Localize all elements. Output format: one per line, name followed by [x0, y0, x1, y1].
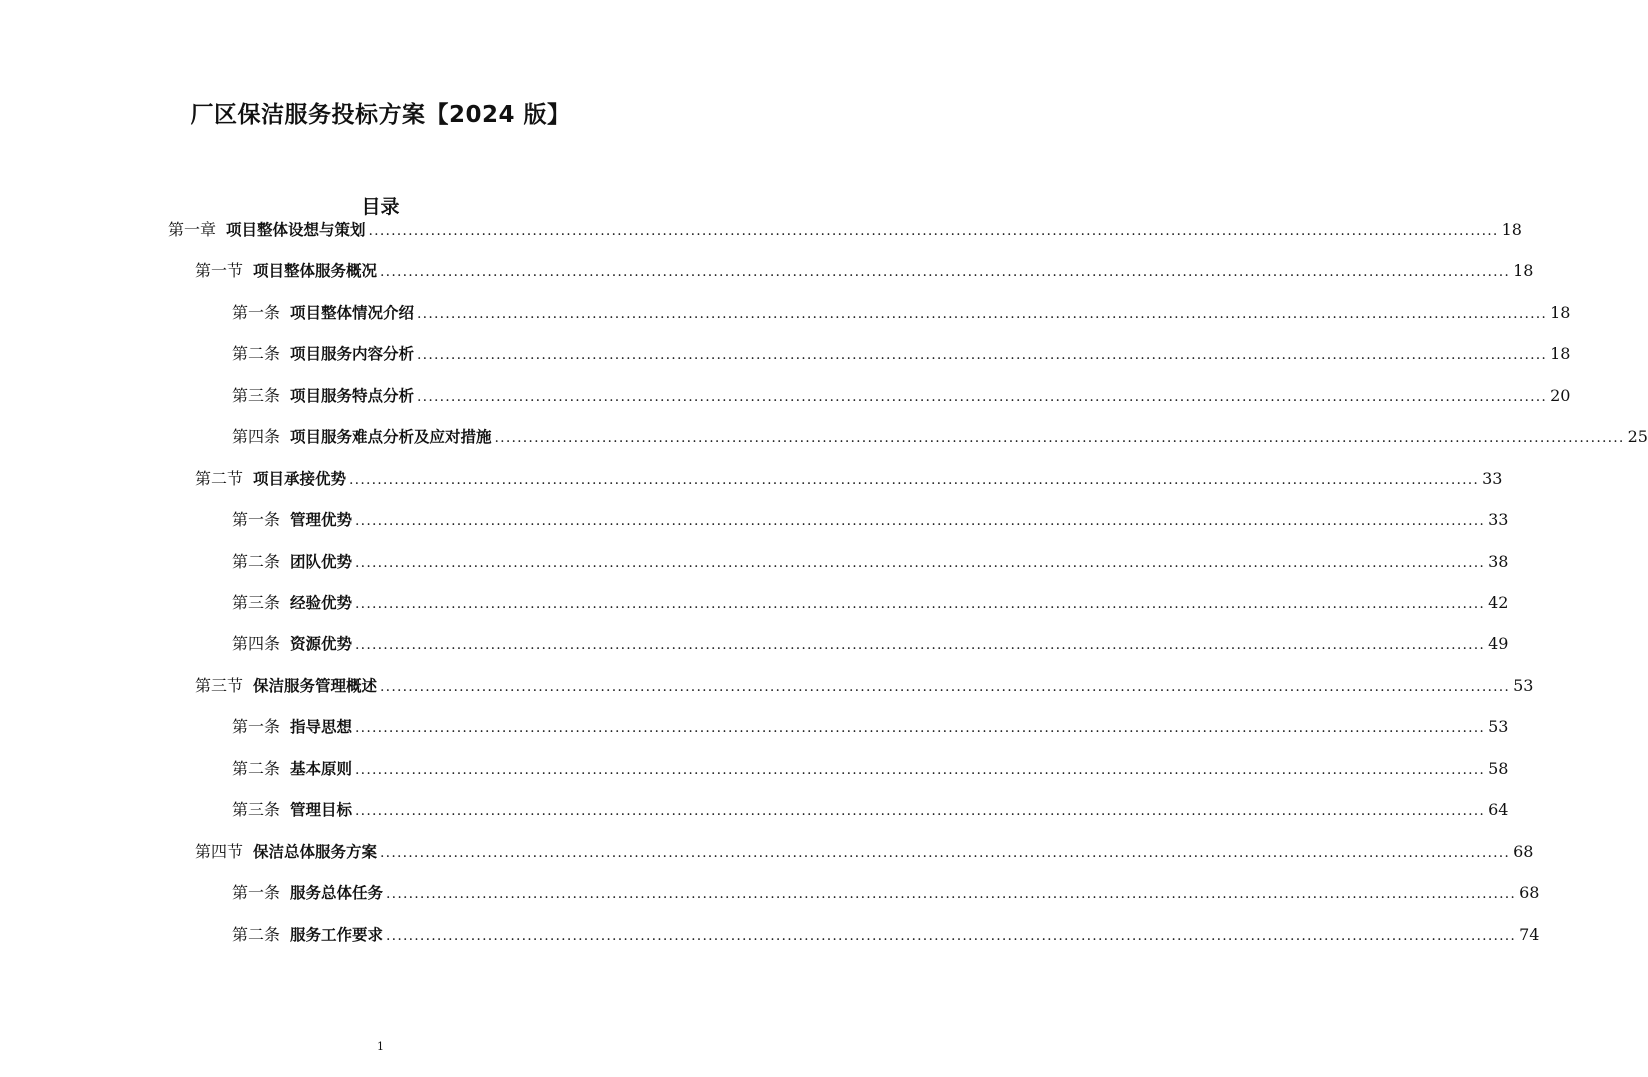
toc-entry-label: 资源优势	[290, 635, 353, 653]
toc-entry-label: 基本原则	[290, 760, 353, 778]
toc-leader: ........................................................................................................................................................................................................	[355, 513, 1486, 529]
toc-entry-page: 58	[1488, 759, 1509, 778]
toc-entry-number: 第四条	[232, 634, 281, 653]
toc-entry-label: 项目服务特点分析	[290, 387, 415, 405]
toc-entry-page: 64	[1488, 800, 1509, 819]
toc-entry[interactable]	[232, 923, 1540, 947]
toc-entry-label: 管理目标	[290, 801, 353, 819]
toc-entry-page: 18	[1501, 220, 1522, 239]
toc-entry-label: 保洁服务管理概述	[253, 677, 378, 695]
toc-entry-number: 第一条	[232, 883, 281, 902]
toc-leader: ........................................................................................................................................................................................................	[355, 596, 1486, 612]
toc-entry-number: 第三条	[232, 386, 281, 405]
toc-entry-number: 第一条	[232, 717, 281, 736]
toc-entry-page: 25	[1627, 427, 1648, 446]
toc-entry[interactable]	[168, 218, 1522, 242]
toc-heading: 目录	[361, 196, 400, 218]
toc-entry-number: 第一节	[195, 261, 244, 280]
toc-entry-number: 第一条	[232, 303, 281, 322]
toc-entry[interactable]	[232, 591, 1509, 615]
toc-leader: ........................................................................................................................................................................................................	[386, 886, 1517, 902]
toc-entry-number: 第二条	[232, 759, 281, 778]
toc-leader: ........................................................................................................................................................................................................	[380, 264, 1511, 280]
toc-leader: ........................................................................................................................................................................................................	[417, 389, 1548, 405]
toc-leader: ........................................................................................................................................................................................................	[417, 347, 1548, 363]
toc-entry-page: 42	[1488, 593, 1509, 612]
toc-entry-page: 33	[1482, 469, 1503, 488]
toc-entry-label: 项目承接优势	[253, 470, 347, 488]
toc-entry-label: 项目整体设想与策划	[226, 221, 366, 239]
toc-entry-number: 第二条	[232, 552, 281, 571]
toc-entry[interactable]	[195, 674, 1534, 698]
toc-entry-number: 第三条	[232, 800, 281, 819]
toc-entry-label: 服务总体任务	[290, 884, 384, 902]
toc-entry-page: 68	[1513, 842, 1534, 861]
toc-entry-label: 团队优势	[290, 553, 353, 571]
toc-leader: ........................................................................................................................................................................................................	[386, 928, 1517, 944]
toc-entry-page: 18	[1513, 261, 1534, 280]
toc-entry-label: 项目服务难点分析及应对措施	[290, 428, 492, 446]
toc-entry[interactable]	[195, 840, 1534, 864]
toc-entry-label: 保洁总体服务方案	[253, 843, 378, 861]
toc-entry-page: 18	[1550, 344, 1571, 363]
toc-leader: ........................................................................................................................................................................................................	[380, 845, 1511, 861]
document-title: 厂区保洁服务投标方案【2024 版】	[190, 102, 571, 128]
toc-entry-page: 38	[1488, 552, 1509, 571]
toc-entry[interactable]	[232, 881, 1540, 905]
toc-entry-label: 项目整体情况介绍	[290, 304, 415, 322]
toc-entry-number: 第三节	[195, 676, 244, 695]
toc-entry-label: 项目服务内容分析	[290, 345, 415, 363]
toc-leader: ........................................................................................................................................................................................................	[494, 430, 1625, 446]
toc-entry-number: 第二节	[195, 469, 244, 488]
toc-leader: ........................................................................................................................................................................................................	[368, 223, 1499, 239]
toc-entry-label: 服务工作要求	[290, 926, 384, 944]
toc-entry-page: 53	[1488, 717, 1509, 736]
toc-leader: ........................................................................................................................................................................................................	[355, 762, 1486, 778]
toc-entry[interactable]	[232, 384, 1571, 408]
toc-entry-number: 第四节	[195, 842, 244, 861]
toc-entry-page: 33	[1488, 510, 1509, 529]
toc-entry[interactable]	[195, 259, 1534, 283]
toc-entry[interactable]	[232, 301, 1571, 325]
toc-entry-number: 第二条	[232, 925, 281, 944]
toc-entry[interactable]	[232, 342, 1571, 366]
toc-leader: ........................................................................................................................................................................................................	[355, 803, 1486, 819]
toc-entry-page: 49	[1488, 634, 1509, 653]
toc-entry[interactable]	[232, 798, 1509, 822]
toc-entry[interactable]	[232, 715, 1509, 739]
toc-entry-number: 第三条	[232, 593, 281, 612]
toc-leader: ........................................................................................................................................................................................................	[380, 679, 1511, 695]
toc-entry-number: 第一章	[168, 220, 217, 239]
toc-entry-number: 第四条	[232, 427, 281, 446]
toc-leader: ........................................................................................................................................................................................................	[417, 306, 1548, 322]
toc-entry[interactable]	[232, 550, 1509, 574]
toc-entry[interactable]	[195, 467, 1503, 491]
toc-entry-label: 指导思想	[290, 718, 353, 736]
toc-entry-page: 74	[1519, 925, 1540, 944]
toc-entry[interactable]	[232, 508, 1509, 532]
toc-entry-page: 68	[1519, 883, 1540, 902]
toc-entry-number: 第一条	[232, 510, 281, 529]
toc-leader: ........................................................................................................................................................................................................	[355, 555, 1486, 571]
toc-entry-page: 18	[1550, 303, 1571, 322]
toc-entry-number: 第二条	[232, 344, 281, 363]
toc-entry-page: 53	[1513, 676, 1534, 695]
page-number: 1	[377, 1040, 384, 1053]
toc-entry-label: 管理优势	[290, 511, 353, 529]
toc-entry[interactable]	[232, 425, 1648, 449]
toc-entry-label: 项目整体服务概况	[253, 262, 378, 280]
toc-leader: ........................................................................................................................................................................................................	[355, 637, 1486, 653]
toc-entry-page: 20	[1550, 386, 1571, 405]
toc-leader: ........................................................................................................................................................................................................	[349, 472, 1480, 488]
toc-entry[interactable]	[232, 632, 1509, 656]
toc-entry[interactable]	[232, 757, 1509, 781]
toc-entry-label: 经验优势	[290, 594, 353, 612]
toc-leader: ........................................................................................................................................................................................................	[355, 720, 1486, 736]
